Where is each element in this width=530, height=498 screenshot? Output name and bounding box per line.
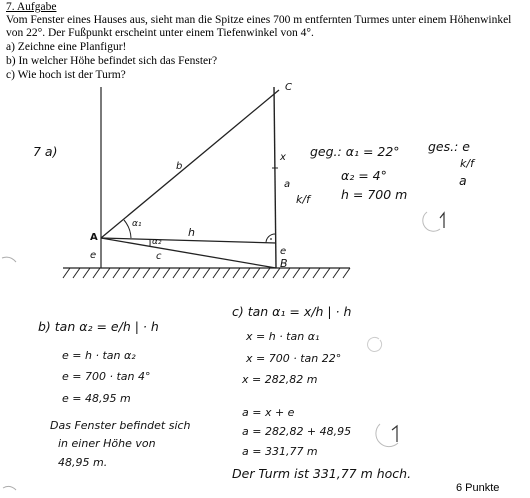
task-statement-line-1: Vom Fenster eines Hauses aus, sieht man die Spitze eines 700 m entfernten Turmes unter einem Höhenwinkel [6,14,512,26]
final-answer: Der Turm ist 331,77 m hoch. [232,466,412,481]
point-c-label: C [285,82,292,93]
task-title: 7. Aufgabe [6,1,57,13]
sight-line-top [101,90,279,238]
part-c-eq4: x = 282,82 m [242,373,318,386]
side-a-label: a [284,179,291,190]
question-a: a) Zeichne eine Planfigur! [6,41,127,53]
points-label: 6 Punkte [456,482,500,494]
part-b-answer-1: Das Fenster befindet sich [50,419,191,432]
given-alpha2: α₂ = 4° [341,168,387,183]
question-b: b) In welcher Höhe befindet sich das Fenster? [6,55,218,67]
ground-hatching [63,268,350,278]
part-b-eq1: b) tan α₂ = e/h | · h [38,319,159,334]
sketch-part-label: 7 a) [33,144,58,159]
task-statement-line-2: von 22°. Der Fußpunkt erscheint unter einem Tiefenwinkel von 4°. [6,27,314,39]
point-a-label: A [90,232,98,243]
part-b-eq3: e = 700 · tan 4° [62,370,151,383]
segment-x-label: x [280,152,286,163]
given-alpha1: geg.: α₁ = 22° [310,144,400,159]
part-b-answer-2: in einer Höhe von [58,437,156,450]
angle-alpha1-arc [124,220,131,238]
part-c-eq1: c) tan α₁ = x/h | · h [232,304,352,319]
side-b-label: b [176,161,183,172]
side-c-label: c [156,251,162,262]
tower-line [274,87,276,268]
part-c-eq5: a = x + e [242,406,295,419]
part-c-eq2: x = h · tan α₁ [246,330,320,343]
part-b-eq4: e = 48,95 m [62,392,131,405]
part-b-eq2: e = h · tan α₂ [62,349,136,362]
segment-e-right-label: e [280,246,287,257]
segment-e-left-label: e [90,250,97,261]
correction-mark-1: k/f [296,193,310,206]
part-c-eq7: a = 331,77 m [242,445,318,458]
alpha2-label: α₂ [152,237,162,247]
part-b-answer-3: 48,95 m. [58,456,108,469]
part-c-eq6: a = 282,82 + 48,95 [242,425,352,438]
question-c: c) Wie hoch ist der Turm? [6,69,126,81]
searched-mark: k/f [460,157,474,170]
point-b-label: B [280,257,288,270]
searched-a: a [459,173,467,188]
given-h: h = 700 m [341,187,408,202]
alpha1-label: α₁ [132,219,142,229]
side-h-label: h [188,226,195,239]
part-c-eq3: x = 700 · tan 22° [246,352,342,365]
searched-label: ges.: e [428,139,470,154]
